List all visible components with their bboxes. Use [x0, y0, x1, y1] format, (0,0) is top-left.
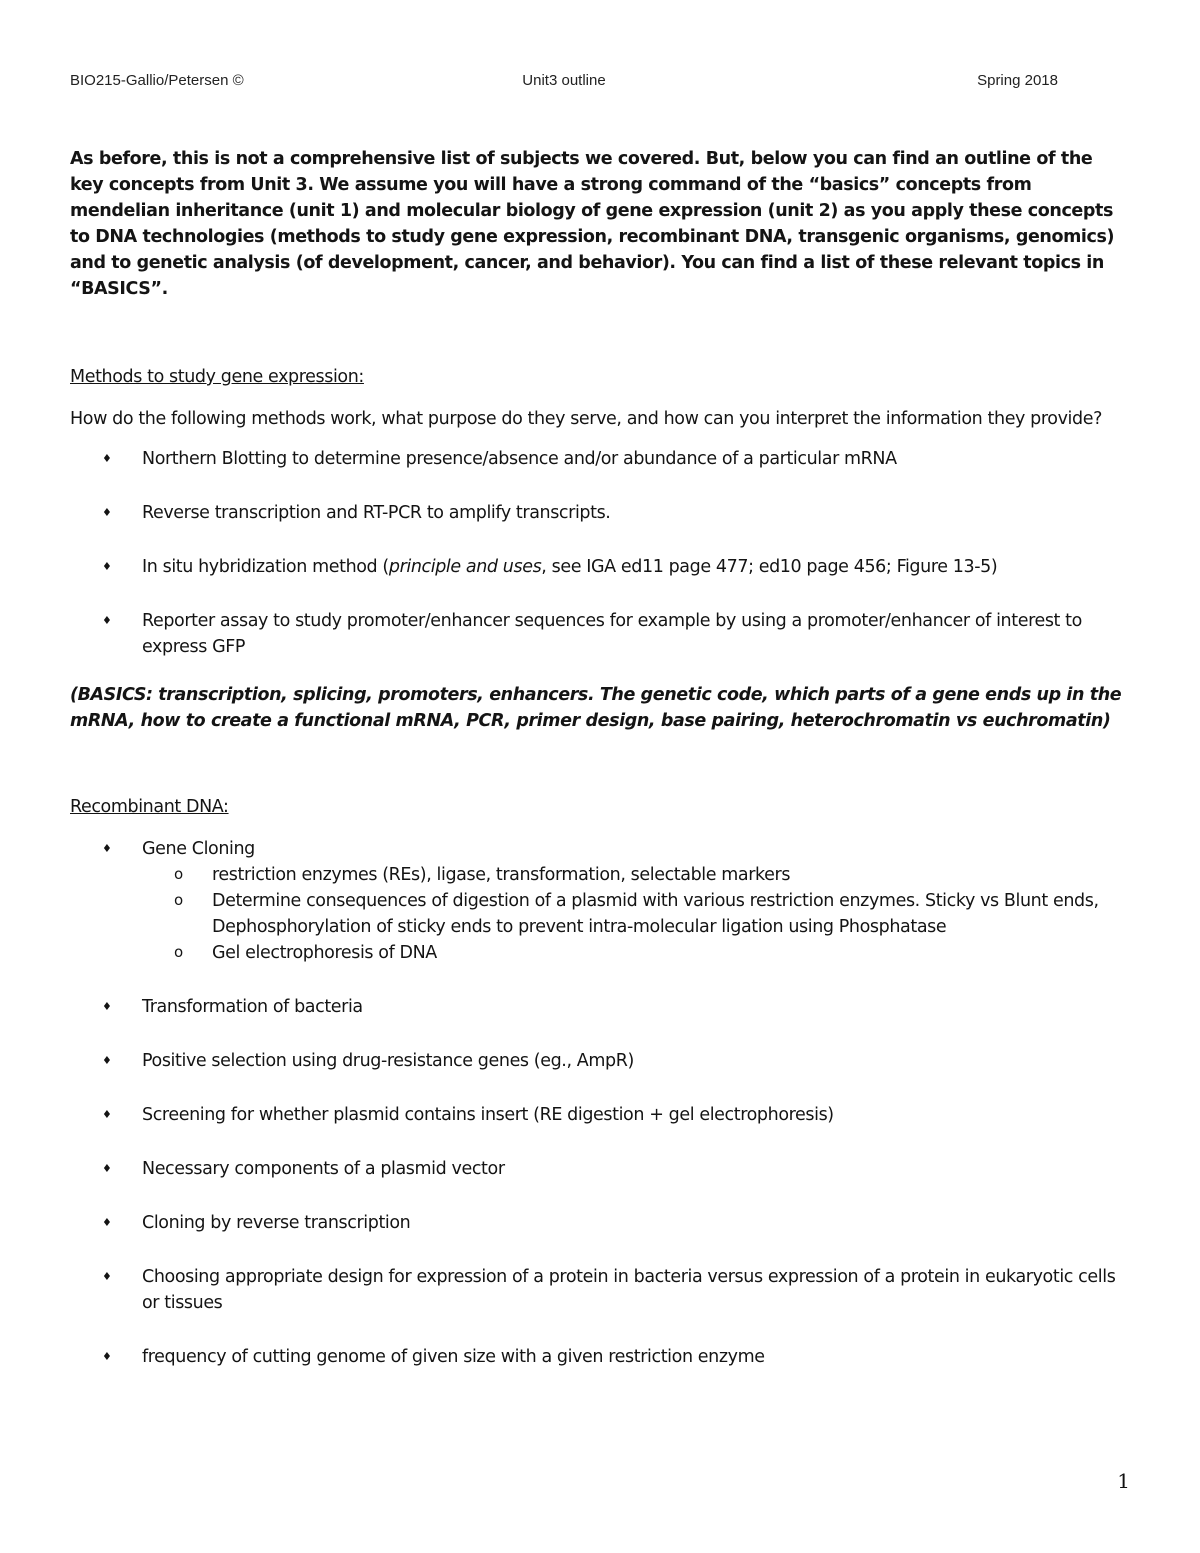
list-item: ♦ Reverse transcription and RT-PCR to amplify transcripts. [70, 500, 1130, 526]
list-item: ♦ Northern Blotting to determine presence/absence and/or abundance of a particular mRNA [70, 446, 1130, 472]
document-body [70, 146, 1130, 1398]
sublist-item: o restriction enzymes (REs), ligase, transformation, selectable markers [142, 862, 1130, 888]
list-item: ♦ Reporter assay to study promoter/enhancer sequences for example by using a promoter/enhancer of interest to express GFP [70, 608, 1130, 660]
item-text: , see IGA ed11 page 477; ed10 page 456; Figure 13-5) [541, 557, 998, 577]
list-item: ♦ Positive selection using drug-resistance genes (eg., AmpR) [70, 1048, 1130, 1074]
list-item: ♦ Screening for whether plasmid contains insert (RE digestion + gel electrophoresis) [70, 1102, 1130, 1128]
page-number: 1 [1117, 1469, 1130, 1493]
section-heading-methods: Methods to study gene expression: [70, 367, 364, 387]
header-title: Unit3 outline [522, 72, 606, 89]
gene-cloning-sublist [142, 862, 1130, 966]
sublist-item: o Gel electrophoresis of DNA [142, 940, 1130, 966]
basics-note: (BASICS: transcription, splicing, promoters, enhancers. The genetic code, which parts of a gene ends up in the mRNA, how to create a functional mRNA, PCR, primer design, base pairing, heterochromatin vs euchromatin) [70, 685, 1122, 731]
item-italic-text: principle and uses [388, 557, 542, 577]
list-item [70, 554, 1130, 580]
header-course: BIO215-Gallio/Petersen © [70, 72, 244, 89]
list-item: ♦ Cloning by reverse transcription [70, 1210, 1130, 1236]
list-item: ♦ frequency of cutting genome of given size with a given restriction enzyme [70, 1344, 1130, 1370]
list-item: ♦ Choosing appropriate design for expression of a protein in bacteria versus expression of a protein in eukaryotic cells or tissues [70, 1264, 1130, 1316]
list-item: ♦ Transformation of bacteria [70, 994, 1130, 1020]
list-item: ♦ Necessary components of a plasmid vector [70, 1156, 1130, 1182]
intro-paragraph: As before, this is not a comprehensive list of subjects we covered. But, below you can find an outline of the key concepts from Unit 3. We assume you will have a strong command of the “basics” concepts from mendelian inheritance (unit 1) and molecular biology of gene expression (unit 2) as you apply these concepts to DNA technologies (methods to study gene expression, recombinant DNA, transgenic organisms, genomics) and to genetic analysis (of development, cancer, and behavior). You can find a list of these relevant topics in “BASICS”. [70, 149, 1115, 299]
item-text: Gene Cloning [142, 839, 255, 859]
methods-list [70, 446, 1130, 660]
list-item-gene-cloning [70, 836, 1130, 966]
section-heading-recombinant: Recombinant DNA: [70, 797, 229, 817]
header-term: Spring 2018 [977, 72, 1058, 89]
sublist-item: o Determine consequences of digestion of a plasmid with various restriction enzymes. Sticky vs Blunt ends, Dephosphorylation of sticky ends to prevent intra-molecular ligation using Phosphatase [142, 888, 1130, 940]
item-text: In situ hybridization method ( [142, 557, 389, 577]
recombinant-list [70, 836, 1130, 1370]
methods-prompt: How do the following methods work, what purpose do they serve, and how can you interpret the information they provide? [70, 409, 1102, 429]
page-header [70, 72, 1058, 94]
